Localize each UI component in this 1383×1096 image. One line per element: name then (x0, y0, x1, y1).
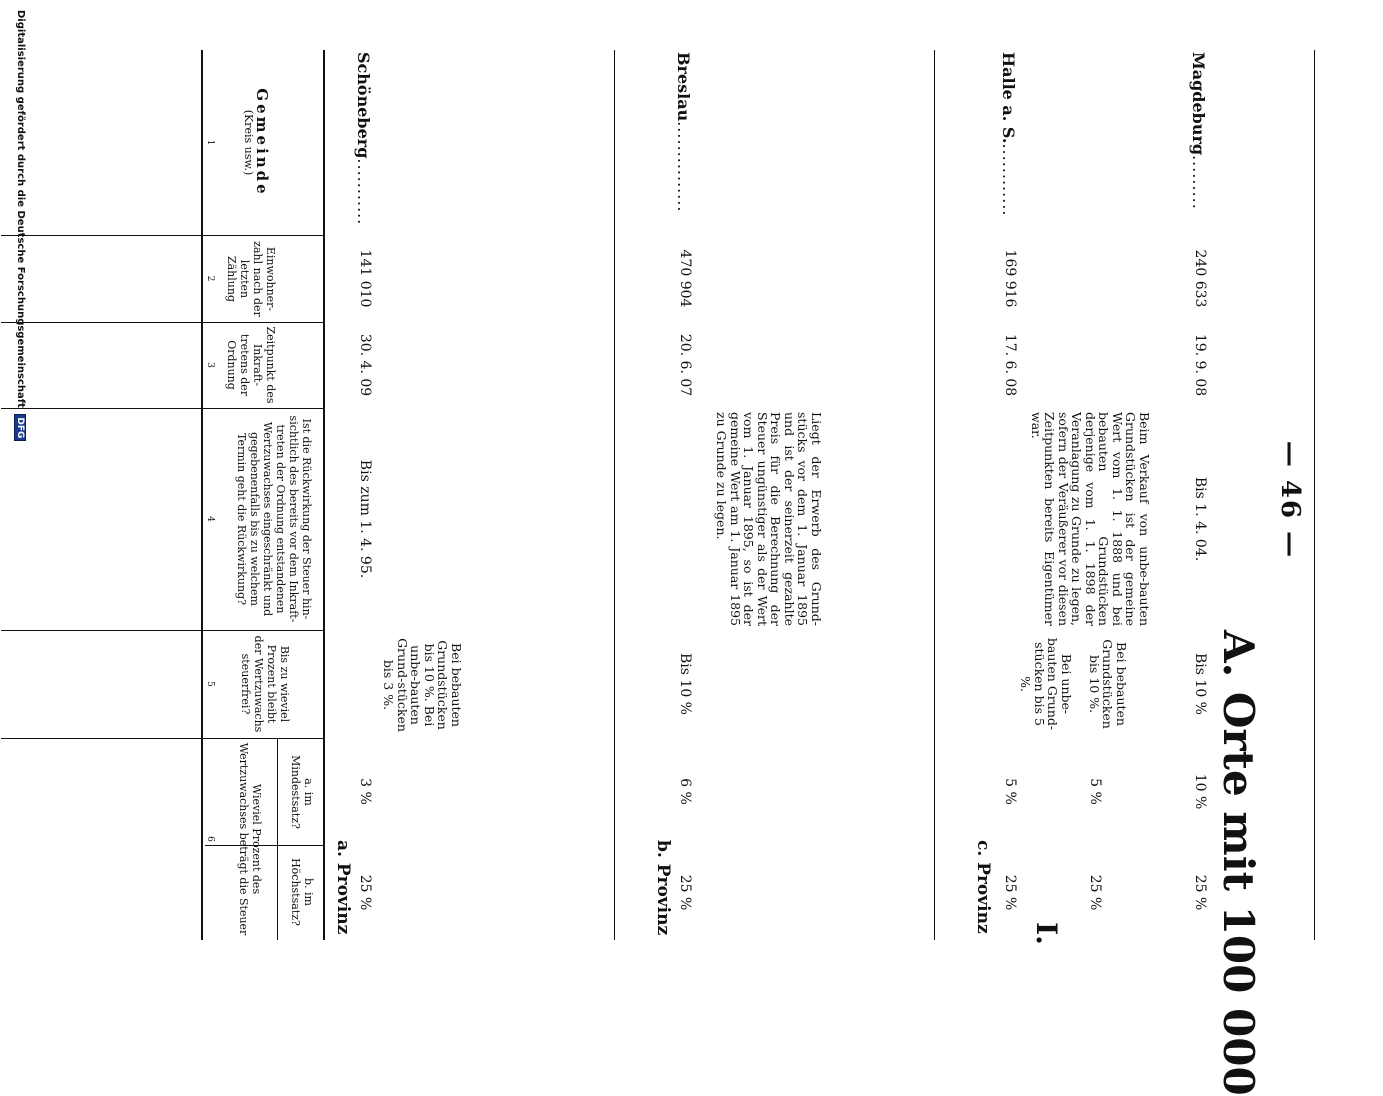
effective-date: 30. 4. 09 (357, 333, 373, 397)
table-row-breslau-city: Breslau............... (674, 52, 693, 213)
exempt-percent (382, 638, 463, 732)
city-name: Magdeburg (1189, 52, 1208, 156)
province-b: b. Provinz (653, 840, 673, 936)
col1-header (242, 50, 271, 235)
retroactive-rule: Bis zum 1. 4. 95. (357, 459, 373, 579)
population-value: 240 633 (1192, 249, 1208, 308)
col-rule-2 (1, 322, 325, 323)
col-number-5: 5 (205, 681, 215, 687)
table-row-schoeneberg-city: Schöneberg........... (354, 52, 373, 226)
min-rate: 6 % (677, 778, 693, 805)
col-rule-1 (1, 235, 325, 236)
table-row-halle-city: Halle a. S............. (999, 52, 1018, 217)
population-value: 470 904 (677, 249, 693, 308)
population-value: 141 010 (357, 249, 373, 308)
footer-text: Digitalisierung gefördert durch die Deutsche Forschungsgemeinschaft (15, 10, 26, 408)
col-number-1: 1 (205, 139, 215, 146)
col6-header: Wieviel Prozent des Wertzuwachses beträgt die Steuer (237, 742, 263, 936)
col-rule-3 (1, 408, 325, 409)
min-rate: 10 % (1192, 773, 1208, 810)
col-number-6: 6 (205, 836, 215, 842)
col1-title: Gemeinde (253, 88, 271, 197)
col6a-header: a. im Mindestsatz? (289, 755, 315, 829)
exempt-percent-built: Bei bebauten Grundstücken bis 10 %. (1087, 639, 1129, 729)
col6b-header: b. im Höchstsatz? (289, 858, 315, 926)
col-rule-4 (1, 630, 325, 631)
page-number: — 46 — (1275, 440, 1305, 560)
table-row-magdeburg-city: Magdeburg......... (1189, 52, 1208, 210)
exempt-percent-text: Bei bebauten Grundstücken bis 10 %. Bei unbe-bauten Grund-stücken bis 3 %. (381, 638, 464, 732)
col-rule-6 (205, 845, 325, 846)
col-number-3: 3 (205, 362, 215, 368)
retroactive-rule: Bis 1. 4. 04. (1192, 476, 1208, 562)
city-name: Halle a. S. (999, 52, 1018, 144)
max-rate-built: 25 % (1087, 874, 1103, 911)
col-number-4: 4 (205, 516, 215, 522)
retroactive-rule: Liegt der Erwerb des Grund-stücks vor dem 1. Januar 1895 und ist der seinerzeit gezahlte Preis für die Berechnung der Steuer ungünstiger als der Wert vom 1. Januar 1895, so ist der gemeine Wert am 1. Januar 1895 zu Grunde zu legen. (714, 412, 824, 626)
row-rule-1 (614, 50, 615, 940)
retroactive-rule: Beim Verkauf von unbe-bauten Grundstücken ist der gemeine Wert vom 1. 1. 1888 und bei bebauten Grundstücken derjenige vom 1. 1. 1898 der Veranlagung zu Grunde zu legen, sofern der Veräußerer vor diesen Zeitpunkten bereits Eigentümer war. (1029, 412, 1152, 626)
dfg-logo: DFG (14, 414, 26, 441)
province-a: a. Provinz (333, 840, 353, 935)
max-rate: 25 % (357, 874, 373, 911)
exempt-percent: Bis 10 % (1192, 653, 1208, 715)
max-rate: 25 % (1192, 874, 1208, 911)
col1-subtitle: (Kreis usw.) (242, 109, 255, 176)
min-rate: 3 % (357, 778, 373, 805)
row-rule-2 (934, 50, 935, 940)
effective-date: 19. 9. 08 (1192, 333, 1208, 397)
max-rate-unbuilt: 25 % (1002, 874, 1018, 911)
min-rate-built: 5 % (1087, 778, 1103, 805)
effective-date: 20. 6. 07 (677, 333, 693, 397)
col5-header: Bis zu wieviel Prozent bleibt der Wertzuwachs steuerfrei? (239, 635, 291, 733)
min-rate-unbuilt: 5 % (1002, 778, 1018, 805)
header-bottom-rule (201, 50, 203, 940)
col-number-2: 2 (205, 275, 215, 282)
table-top-rule (323, 50, 325, 940)
effective-date: 17. 6. 08 (1002, 333, 1018, 397)
city-name: Breslau (674, 52, 693, 122)
heading: A. Orte mit 100 000 (1214, 630, 1263, 1096)
max-rate: 25 % (677, 874, 693, 911)
col6-split-rule (277, 738, 278, 940)
col2-header: Einwohner-zahl nach der letzten Zählung (225, 241, 277, 317)
city-name: Schöneberg (354, 52, 373, 159)
population-value: 169 916 (1002, 249, 1018, 308)
exempt-percent-unbuilt: Bei unbe-bauten Grund-stücken bis 5 %. (1018, 637, 1074, 731)
col3-header: Zeitpunkt des Inkraft-tretens der Ordnung (225, 326, 277, 404)
col4-header: Ist die Rückwirkung der Steuer hin-sichtlich des bereits vor dem Inkraft-treten der Ordnung entstandenen Wertzuwachses eingeschränkt und gegebenenfalls bis zu welchem Termin geht die Rückwirkung? (235, 415, 313, 623)
section-number: I. (1030, 922, 1063, 945)
row-rule-3 (1314, 50, 1315, 940)
exempt-percent: Bis 10 % (677, 653, 693, 715)
footer-credit (14, 10, 26, 441)
province-c: c. Provinz (973, 840, 993, 934)
